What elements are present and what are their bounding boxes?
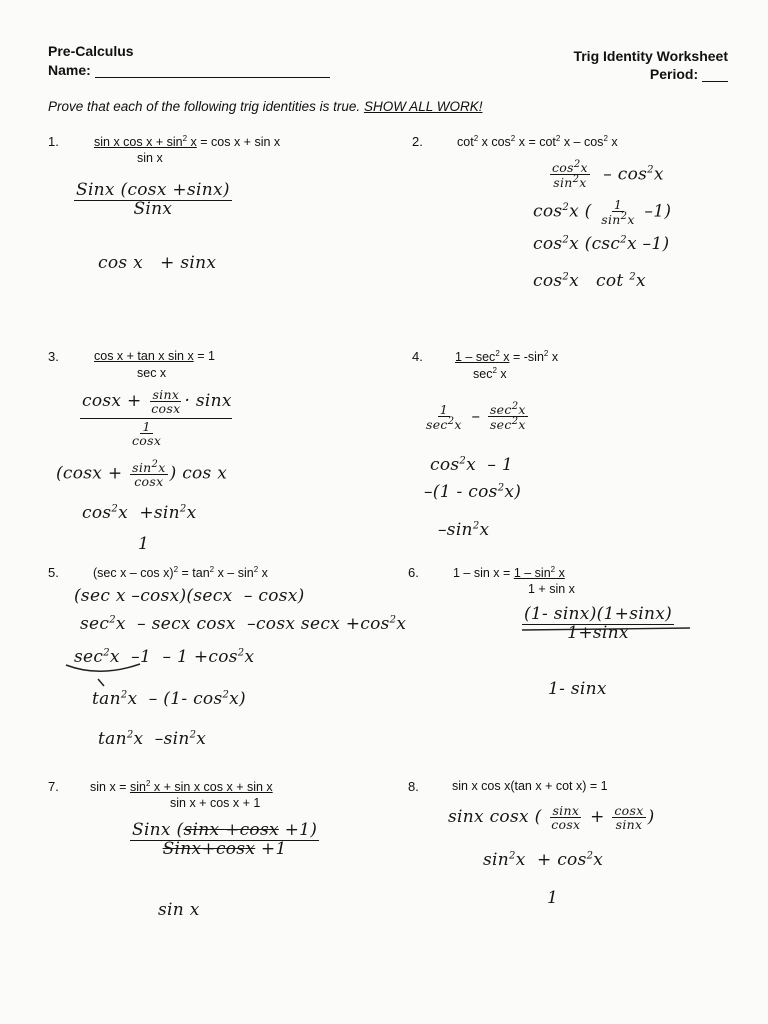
question-numerator: $1 - \sec^2 x$ bbox=[455, 349, 510, 365]
instructions-emphasis: SHOW ALL WORK! bbox=[363, 99, 483, 114]
underbrace-tick bbox=[98, 679, 104, 686]
work-line: cos x + sinx bbox=[98, 253, 217, 273]
work-line: $\tan^2x - (1-$ $\cos^2x$) bbox=[92, 689, 246, 709]
problem-number: 3. bbox=[48, 349, 59, 364]
work-line: $\cos^2x$ cot $^2$x bbox=[533, 271, 646, 291]
course-title: Pre-Calculus bbox=[48, 43, 134, 59]
instructions-text: Prove that each of the following trig identities is true. bbox=[48, 99, 361, 114]
period-label: Period: bbox=[649, 66, 699, 82]
problem-number: 2. bbox=[412, 134, 423, 149]
work-line: Sinx (cosx +sinx) Sinx bbox=[76, 180, 230, 219]
question-numerator: sin x $\cos x + \sin^2 x$ bbox=[94, 134, 197, 150]
work-line: (sec x –cosx)(secx – cosx) bbox=[74, 586, 305, 606]
question-numerator: $\sin^2 x + \sin x$ cos x + sin x bbox=[129, 779, 273, 795]
problem-question: (sec $x - \cos x)^2 = \tan^2 x - \sin^2 x$ bbox=[93, 565, 268, 581]
work-line: 1 bbox=[138, 534, 150, 554]
problem-number: 8. bbox=[408, 779, 419, 794]
work-line: $-(1 - \cos^2x)$ bbox=[424, 482, 522, 502]
question-denominator: $\sec^2 x$ bbox=[473, 366, 507, 382]
question-rhs: = cos x + sin x bbox=[200, 135, 281, 150]
question-lhs: sin x = bbox=[90, 780, 127, 795]
work-line: 1- sinx bbox=[548, 679, 607, 699]
underbrace-mark bbox=[66, 664, 140, 671]
problem-number: 1. bbox=[48, 134, 59, 149]
work-line: $\frac{\cos^2x}{\sin^2x}$ – $\cos^2x$ bbox=[552, 159, 664, 191]
work-line: $-\sin^2x$ bbox=[438, 520, 490, 540]
problem-number: 5. bbox=[48, 565, 59, 580]
question-denominator: sin x + cos x + 1 bbox=[170, 796, 261, 810]
work-line: sin x bbox=[158, 900, 200, 920]
fraction-bar-mark bbox=[522, 628, 690, 630]
question-denominator: sin x bbox=[137, 151, 163, 165]
work-line: $\sec^2x$ $-1 - 1 +\cos^2x$ bbox=[74, 647, 255, 667]
work-line: Sinx (sinx +cosx +1) Sinx+cosx +1 bbox=[132, 820, 318, 859]
work-line: 1 bbox=[547, 888, 559, 908]
work-line: $\cos^2x$ ( $\frac{1}{\sin^2x}$ –1) bbox=[533, 197, 672, 228]
problem-number: 6. bbox=[408, 565, 419, 580]
work-line: $\tan^2x$ $-\sin^2x$ bbox=[98, 729, 207, 749]
work-line: $\frac{1}{\cos x}$ bbox=[132, 419, 162, 449]
name-label: Name: bbox=[48, 62, 91, 78]
work-line: $\cos^2x$ ($\csc^2x$ –1) bbox=[533, 234, 670, 254]
problem-question: $\cot^2 x$ $\cos^2 x = \cot^2 x - \cos^2 x$ bbox=[457, 134, 618, 150]
question-denominator: 1 + sin x bbox=[528, 582, 575, 596]
question-numerator: $1 - \sin^2 x$ bbox=[513, 565, 565, 581]
work-line: 1 $\sec^2x$ – $\sec^2x$ $\sec^2x$ bbox=[426, 401, 526, 433]
work-line: cosx + $\frac{\sin x}{\cos x}$ · sinx bbox=[82, 387, 232, 417]
work-line: $\cos^2x - 1$ bbox=[430, 455, 513, 475]
question-rhs: = 1 bbox=[197, 349, 215, 363]
work-line: $\frac{(1- \sin x)(1+\sin x)}{1+\sin x}$ bbox=[524, 604, 673, 643]
work-line: (cosx + $\frac{\sin^2x}{\cos x}$ ) cos x bbox=[56, 459, 228, 490]
question-numerator: cos x + tan x sin x bbox=[94, 349, 194, 363]
problem-number: 4. bbox=[412, 349, 423, 364]
question-rhs: = $-\sin^2$ x bbox=[512, 349, 559, 365]
question-denominator: sec x bbox=[137, 366, 167, 380]
problem-question: sin x cos x(tan x + cot x) = 1 bbox=[452, 779, 608, 793]
problem-number: 7. bbox=[48, 779, 59, 794]
work-line: sinx cosx ( $\frac{\sin x}{\cos x}$ + $\frac{\cos x}{\sin x}$ ) bbox=[448, 803, 655, 833]
worksheet-title: Trig Identity Worksheet bbox=[573, 48, 728, 64]
question-lhs: 1 – sin x = bbox=[453, 566, 511, 581]
work-line: $\sin^2x + \cos^2x$ bbox=[483, 850, 604, 870]
work-line: $\cos^2x +\sin^2x$ bbox=[82, 503, 197, 523]
work-line: $\sec^2x$ – secx cosx –cosx $\sec x +\cos^2x$ bbox=[80, 614, 407, 634]
